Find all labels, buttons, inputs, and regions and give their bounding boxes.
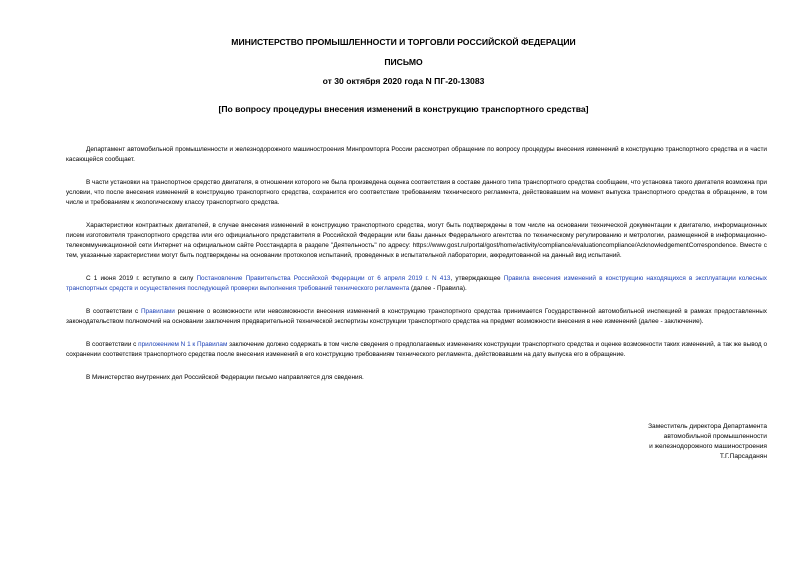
document-subject: [По вопросу процедуры внесения изменений в конструкцию транспортного средства]: [218, 104, 589, 114]
signature-block: [567, 422, 767, 462]
ministry-title: МИНИСТЕРСТВО ПРОМЫШЛЕННОСТИ И ТОРГОВЛИ РОССИЙСКОЙ ФЕДЕРАЦИИ: [231, 37, 576, 47]
paragraph-4: [66, 274, 767, 294]
paragraph-5: [66, 307, 767, 327]
paragraph-4-text-a: С 1 июня 2019 г. вступило в силу: [86, 275, 197, 282]
paragraph-6-text-a: В соответствии с: [86, 341, 139, 348]
paragraph-6: [66, 340, 767, 360]
government-decree-link[interactable]: Постановление Правительства Российской Федерации от 6 апреля 2019 г. N 413: [196, 275, 451, 282]
signature-line-3: и железнодорожного машиностроения: [649, 443, 767, 450]
appendix-1-link[interactable]: приложением N 1 к Правилам: [138, 341, 228, 348]
signature-line-1: Заместитель директора Департамента: [648, 423, 767, 430]
paragraph-4-text-b: , утверждающее: [450, 275, 504, 282]
signature-name: Т.Г.Парсаданян: [719, 453, 767, 460]
document-type: ПИСЬМО: [384, 57, 423, 67]
paragraph-1: Департамент автомобильной промышленности и железнодорожного машиностроения Минпромторга России рассмотрел обращение по вопросу процедуры внесения изменений в конструкцию транспортного средства и в части касающейся сообщает.: [66, 146, 767, 163]
document-date-number: от 30 октября 2020 года N ПГ-20-13083: [322, 76, 485, 86]
paragraph-6-text-b: заключение должно содержать в том числе сведения о предполагаемых изменениях конструкции транспортного средства и оценке возможности таких изменений, а так же вывод о сохранении соответствия транспортного средства после внесения изменений в его конструкцию требованиям технического регламента, действовавшим на дату выпуска его в обращение.: [66, 341, 767, 358]
paragraph-7: В Министерство внутренних дел Российской Федерации письмо направляется для сведения.: [86, 374, 364, 381]
rules-link[interactable]: Правила внесения изменений в конструкцию находящихся в эксплуатации колесных транспортных средств и осуществления последующей проверки выполнения требований технического регламента: [66, 275, 767, 292]
signature-line-2: автомобильной промышленности: [663, 433, 767, 440]
rules-short-link[interactable]: Правилами: [140, 308, 175, 315]
paragraph-2: В части установки на транспортное средство двигателя, в отношении которого не была произведена оценка соответствия в составе данного типа транспортного средства сообщаем, что установка такого двигателя возможна при условии, что после внесения изменений в конструкцию транспортного средства, сохранится его соответствие требованиям технического регламента, действовавшим на момент выпуска транспортного средства в обращение, в том числе и требованиям к экологическому классу транспортного средства.: [66, 179, 767, 206]
paragraph-5-text-b: решение о возможности или невозможности внесения изменений в конструкцию транспортного средства принимается Государственной автомобильной инспекцией в рамках предоставленных законодательством полномочий на основании заключения предварительной технической экспертизы конструкции транспортного средства на предмет возможности внесения в нее изменений (далее - заключение).: [66, 308, 768, 325]
paragraph-3: Характеристики контрактных двигателей, в случае внесения изменений в конструкцию транспортного средства, могут быть подтверждены в том числе на основании технической документации к двигателю, информационных писем изготовителя транспортного средства или его официального представителя в Российской Федерации или базы данных Федерального агентства по техническому регулированию и метрологии, размещенной в информационно-телекоммуникационной сети Интернет на официальном сайте Росстандарта в разделе "Деятельность" по адресу: https://www.gost.ru/portal/gost/home/activity/compliance/evaluationcompliance/AcknowledgementCorrespondence. Вместе с тем, указанные характеристики могут быть подтверждены на основании протоколов испытаний, проведенных в испытательной лаборатории, аккредитованной на данный вид испытаний.: [66, 222, 767, 259]
paragraph-4-text-c: (далее - Правила).: [409, 285, 467, 292]
document-body: [66, 145, 767, 396]
paragraph-5-text-a: В соответствии с: [86, 308, 141, 315]
